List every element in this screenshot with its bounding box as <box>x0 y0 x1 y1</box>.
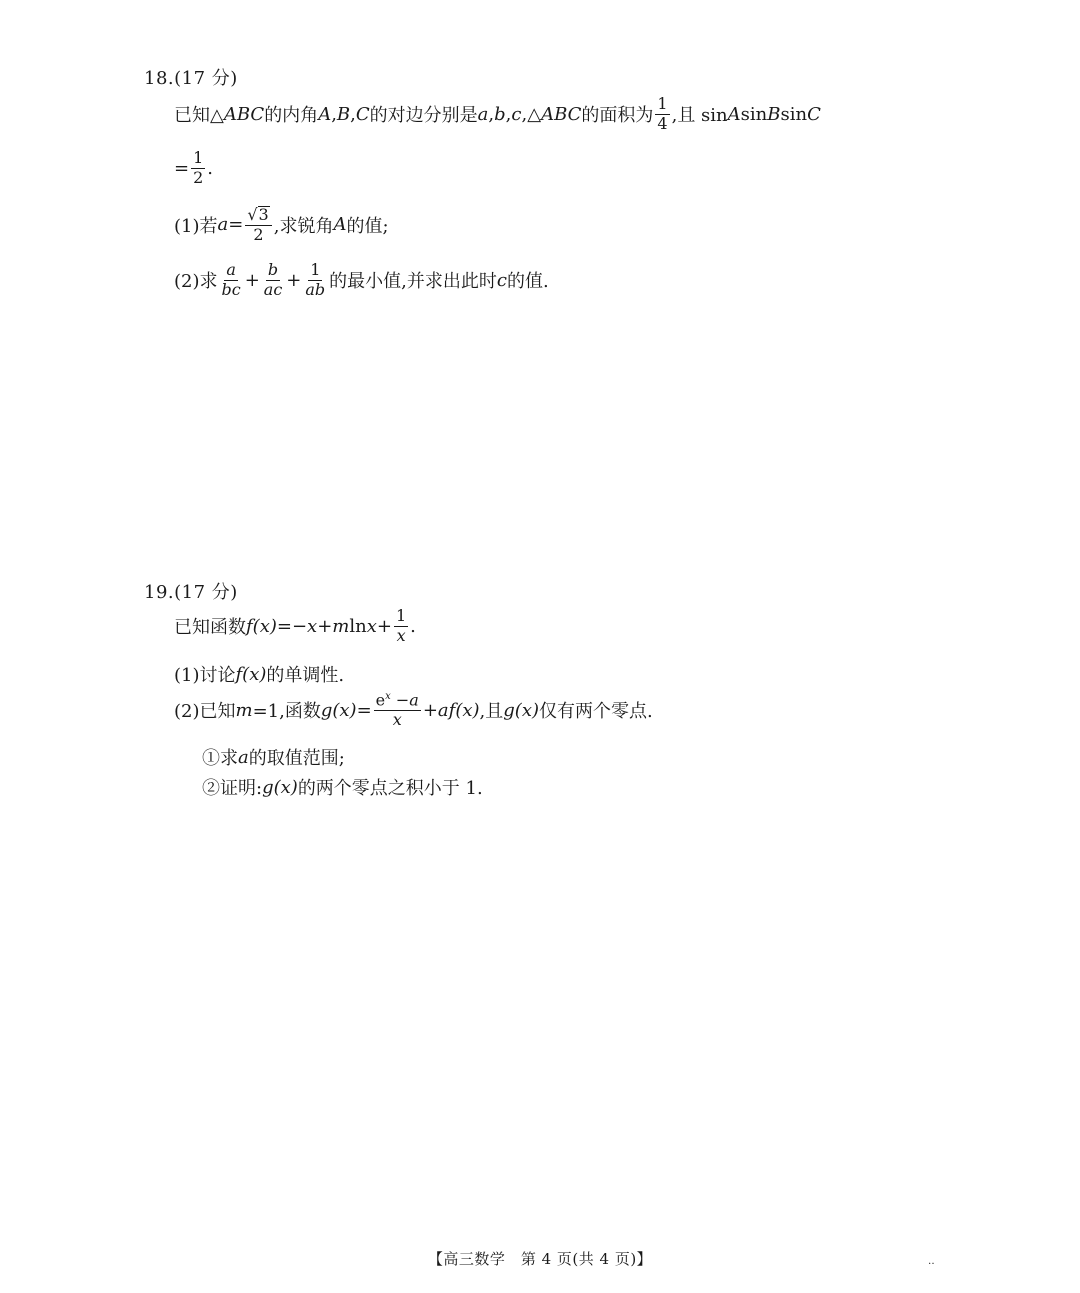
part-text: =1,函数 <box>252 701 321 723</box>
one-over-x-fraction <box>394 608 408 645</box>
question-18-stem-line1 <box>174 96 821 133</box>
radicand: 3 <box>258 205 269 224</box>
question-19-sub2 <box>202 774 483 800</box>
question-number: 19. <box>144 582 175 603</box>
function-arg: (x) <box>273 776 298 798</box>
area-fraction <box>655 96 669 133</box>
question-19-part2 <box>174 692 653 729</box>
corner-mark: ‥ <box>928 1256 935 1267</box>
equals-sign: =− <box>276 615 308 637</box>
sub-label: ②证明: <box>202 778 263 799</box>
comma: , <box>350 103 356 125</box>
side-var: a <box>477 103 489 125</box>
fraction-denominator: 4 <box>657 113 668 133</box>
stem-text: 已知函数 <box>174 617 246 639</box>
fraction-numerator <box>374 692 421 711</box>
fraction-numerator <box>245 206 271 226</box>
fraction-denominator: x <box>396 625 406 645</box>
question-19-sub1 <box>202 744 345 770</box>
sqrt3-over-2-fraction <box>245 206 271 244</box>
question-18-header <box>144 64 238 90</box>
part-text: 的值. <box>507 271 549 293</box>
half-fraction <box>191 150 205 187</box>
part-label: (1)若 <box>174 215 218 237</box>
angle-var: C <box>355 103 370 125</box>
fraction-numerator: 1 <box>395 606 407 625</box>
function-arg: (x) <box>242 663 267 685</box>
function-name: g <box>320 699 333 721</box>
function-name: f <box>246 615 253 637</box>
stem-text: 已知△ <box>174 105 224 127</box>
function-arg: (x) <box>332 699 357 721</box>
part-text: 的单调性. <box>266 665 345 686</box>
part-label: (1)讨论 <box>174 665 236 686</box>
fraction-b-over-ac <box>262 262 285 299</box>
side-var: a <box>217 214 229 236</box>
function-name: f <box>448 699 456 721</box>
side-var: b <box>494 103 506 125</box>
stem-text: 的面积为 <box>581 105 654 127</box>
function-arg: (x) <box>252 615 277 637</box>
fraction-numerator: 1 <box>193 148 204 167</box>
comma: , <box>331 103 337 125</box>
plus-sign: + <box>244 269 260 291</box>
equals-sign: = <box>228 214 244 236</box>
angle-var: C <box>807 103 821 125</box>
variable: x <box>366 615 377 637</box>
period: . <box>410 615 416 637</box>
part-text: 仅有两个零点. <box>539 701 653 723</box>
plus-sign: + <box>376 615 392 637</box>
fraction-numerator: a <box>226 260 236 279</box>
equals-sign: = <box>356 699 372 721</box>
sqrt-symbol <box>247 206 269 224</box>
sub-text: 的取值范围; <box>248 748 345 769</box>
part-text: ,求锐角 <box>273 215 334 237</box>
fraction-denominator: ab <box>305 279 326 299</box>
function-arg: (x) <box>514 699 539 721</box>
angle-var: B <box>336 103 351 125</box>
part-text: 的值; <box>346 215 389 237</box>
function-name: g <box>503 699 515 721</box>
fraction-1-over-ab <box>303 262 327 299</box>
sub-text: 的两个零点之积小于 1. <box>297 778 483 799</box>
comma: , <box>488 103 495 125</box>
function-name: f <box>235 663 243 685</box>
angle-var: A <box>318 103 332 125</box>
ln-operator: ln <box>349 615 367 637</box>
variable: m <box>235 699 253 721</box>
question-score: (17 分) <box>174 582 238 603</box>
euler-e: e <box>375 690 386 710</box>
question-18-part1 <box>174 206 389 244</box>
plus-sign: + <box>422 699 438 721</box>
radical-sign: √ <box>247 205 258 224</box>
fraction-denominator: bc <box>221 279 241 299</box>
fraction-denominator: ac <box>263 279 283 299</box>
function-name: g <box>262 776 274 798</box>
fraction-denominator: 2 <box>193 167 204 187</box>
fraction-numerator: 1 <box>310 260 321 279</box>
angle-var: B <box>767 103 781 125</box>
stem-text: sin <box>780 103 808 125</box>
stem-text: ,△ <box>521 103 542 125</box>
variable: x <box>307 615 318 637</box>
stem-text: sin <box>740 103 768 125</box>
fraction-denominator: x <box>392 710 402 730</box>
stem-text: ,且 sin <box>671 105 728 127</box>
equals-sign: = <box>174 157 190 179</box>
stem-text: 的对边分别是 <box>369 105 478 127</box>
question-18-part2 <box>174 262 549 299</box>
part-label: (2)求 <box>174 271 218 293</box>
variable: m <box>332 615 350 637</box>
ex-minus-a-over-x-fraction <box>374 692 421 729</box>
part-text: 的最小值,并求出此时 <box>329 271 497 293</box>
triangle-name: ABC <box>541 103 582 125</box>
function-arg: (x) <box>455 699 480 721</box>
question-19-part1 <box>174 661 344 687</box>
fraction-numerator: b <box>267 260 279 279</box>
angle-var: A <box>727 103 741 125</box>
plus-sign: + <box>317 615 333 637</box>
triangle-name: ABC <box>223 103 265 125</box>
stem-text: 的内角 <box>264 105 319 127</box>
angle-var: A <box>333 214 347 236</box>
fraction-numerator: 1 <box>657 94 668 113</box>
question-19-header <box>144 578 238 604</box>
part-text: ,且 <box>479 701 504 723</box>
plus-sign: + <box>286 269 302 291</box>
question-18-stem-line2 <box>174 150 213 187</box>
side-var: c <box>496 269 507 291</box>
period: . <box>207 157 214 179</box>
question-19-stem <box>174 608 416 645</box>
question-score: (17 分) <box>174 68 238 89</box>
part-label: (2)已知 <box>174 701 236 723</box>
minus-sign: − <box>390 690 410 710</box>
variable: a <box>409 690 419 710</box>
question-number: 18. <box>144 68 175 89</box>
variable: a <box>238 746 249 768</box>
exponent: x <box>385 691 391 702</box>
side-var: c <box>511 103 522 125</box>
fraction-a-over-bc <box>220 262 243 299</box>
fraction-denominator: 2 <box>253 224 264 244</box>
page-footer: 【高三数学 第 4 页(共 4 页)】 <box>427 1250 653 1268</box>
comma: , <box>505 103 512 125</box>
variable: a <box>437 699 449 721</box>
sub-label: ①求 <box>202 748 238 769</box>
